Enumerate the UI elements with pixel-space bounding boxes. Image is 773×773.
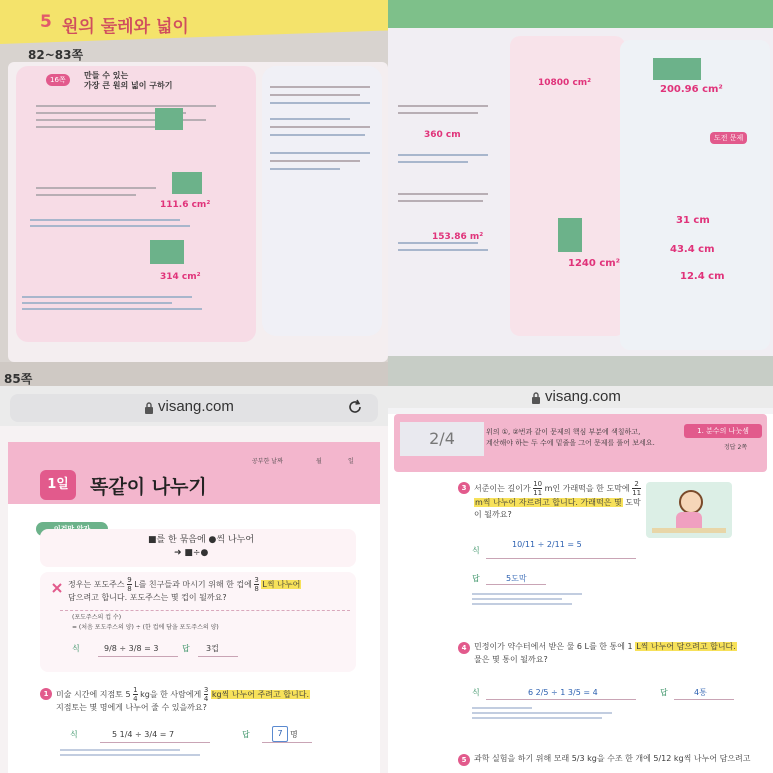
day-badge: 1일: [40, 470, 76, 500]
formula-line: [98, 656, 178, 657]
illustration: [646, 482, 732, 538]
answer-page: 정답 2쪽: [724, 444, 748, 451]
dap-label: 답: [472, 574, 480, 583]
question-3-formula: 10/11 ÷ 2/11 = 5: [512, 540, 582, 549]
rectangle-figure: [653, 58, 701, 80]
answer-6: 31 cm: [676, 215, 710, 226]
answer-2: 314 cm²: [160, 272, 201, 282]
question-1-formula: 5 1/4 ÷ 3/4 = 7: [112, 730, 175, 739]
question-4-formula: 6 2/5 ÷ 1 3/5 = 4: [528, 688, 598, 697]
browser-view-left: [0, 386, 388, 773]
chapter-banner: [0, 0, 388, 44]
question-1-unit: 명: [290, 730, 298, 739]
answer-2: 153.86 m²: [432, 232, 484, 242]
date-label: 공부한 날짜: [252, 458, 283, 465]
answer-4: 1240 cm²: [568, 258, 621, 269]
section-tag: 1. 분수의 나눗셈: [684, 424, 762, 438]
example-formula: 9/8 ÷ 3/8 = 3: [104, 644, 159, 653]
textbook-photo-right: [388, 0, 773, 386]
dap-label: 답: [660, 688, 668, 697]
question-1-text: 미술 시간에 지점토 5 $\frac{1}{4}$ kg을 한 사람에게 $\frac{3}{4}$ kg씩 나누어 주려고 합니다. 지점토는 몇 명에게 나누어 줄 수 있을까요?: [56, 686, 310, 712]
page-range: 82~83쪽: [28, 48, 84, 62]
answer-7: 43.4 cm: [670, 244, 715, 255]
lock-icon: [144, 400, 154, 419]
browser-view-right: [388, 386, 773, 773]
answer-line: [262, 742, 312, 743]
answer-line: [198, 656, 238, 657]
url-text[interactable]: visang.com: [545, 388, 621, 405]
close-icon: [52, 578, 62, 597]
formula-line: [486, 558, 636, 559]
lesson-title-1: 만들 수 있는: [84, 71, 129, 80]
question-4-text: 민정이가 약수터에서 받은 물 6 L를 한 통에 1 L씩 나누어 담으려고 합니다. 물은 몇 통이 될까요?: [474, 642, 736, 664]
lesson-lines: [36, 100, 226, 154]
answer-1: 360 cm: [424, 130, 461, 140]
question-5-number: 5: [458, 754, 470, 766]
sik-label: 식: [72, 644, 80, 653]
sik-label: 식: [472, 688, 480, 697]
footer-page: 85쪽: [4, 372, 33, 386]
answer-5: 200.96 cm²: [660, 84, 723, 95]
lesson-title-2: 가장 큰 원의 넓이 구하기: [84, 81, 173, 90]
textbook-photo-left: [0, 0, 388, 386]
dap-label: 답: [182, 644, 190, 653]
concept-line-1: ■를 한 묶음에 ●씩 나누어: [148, 535, 255, 545]
question-3-answer: 5도막: [506, 574, 527, 583]
formula-line: [486, 699, 636, 700]
example-note-1: (포도주스의 컵 수): [72, 614, 122, 621]
rectangle-figure: [150, 240, 184, 264]
answer-8: 12.4 cm: [680, 271, 725, 282]
question-1-answer: 7: [272, 726, 288, 742]
instruction-line-2: 계산해야 하는 두 수에 밑줄을 그어 문제를 풀어 보세요.: [486, 439, 655, 447]
sik-label: 식: [70, 730, 78, 739]
desk-edge: [388, 356, 773, 386]
question-5-text: 과학 실험을 하기 위해 모래 5/3 kg을 수조 한 개에 5/12 kg씩 나누어 담으려고: [474, 754, 751, 763]
rectangle-figure: [155, 108, 183, 130]
sik-label: 식: [472, 546, 480, 555]
page-counter[interactable]: 2/4: [400, 422, 484, 456]
example-answer: 3컵: [206, 644, 219, 653]
divider: [60, 610, 350, 611]
rectangle-figure: [172, 172, 202, 194]
question-4-number: 4: [458, 642, 470, 654]
chapter-title: 원의 둘레와 넓이: [62, 17, 189, 37]
instruction-line-1: 위의 ①, ②번과 같이 문제의 핵심 부분에 색칠하고,: [486, 428, 641, 436]
question-1-number: 1: [40, 688, 52, 700]
url-text[interactable]: visang.com: [158, 398, 234, 415]
formula-line: [100, 742, 210, 743]
right-column: [262, 66, 382, 336]
example-note-2: = (처음 포도주스의 양) ÷ (한 컵에 담을 포도주스의 양): [72, 624, 219, 631]
answer-line: [486, 584, 546, 585]
example-text: 정우는 포도주스 $\frac{9}{8}$ L를 친구들과 마시기 위해 한 컵에 $\frac{3}{8}$ L씩 나누어 담으려고 합니다. 포도주스는 몇 컵이 될까요?: [68, 576, 301, 602]
day-label: 일: [348, 458, 354, 465]
question-4-answer: 4통: [694, 688, 707, 697]
chapter-number: 5: [40, 12, 52, 32]
dap-label: 답: [242, 730, 250, 739]
answer-line: [674, 699, 734, 700]
lesson-number: 16쪽: [46, 74, 70, 86]
rectangle-figure: [558, 218, 582, 252]
lock-icon: [531, 390, 541, 409]
reload-icon[interactable]: [346, 398, 364, 420]
challenge-tag: 도전 문제: [710, 132, 747, 144]
answer-1: 111.6 cm²: [160, 200, 211, 210]
worksheet-title: 똑같이 나누기: [90, 476, 207, 498]
question-3-number: 3: [458, 482, 470, 494]
month-label: 월: [316, 458, 322, 465]
question-3-text: 서준이는 길이가 $\frac{10}{11}$ m인 가래떡을 한 도막에 $\frac{2}{11}$ m씩 나누어 자르려고 합니다. 가래떡은 몇 도막이 될까요?: [474, 480, 642, 520]
concept-line-2: ➜ ■÷●: [174, 548, 209, 558]
answer-3: 10800 cm²: [538, 78, 592, 88]
desk-edge: [0, 362, 388, 386]
